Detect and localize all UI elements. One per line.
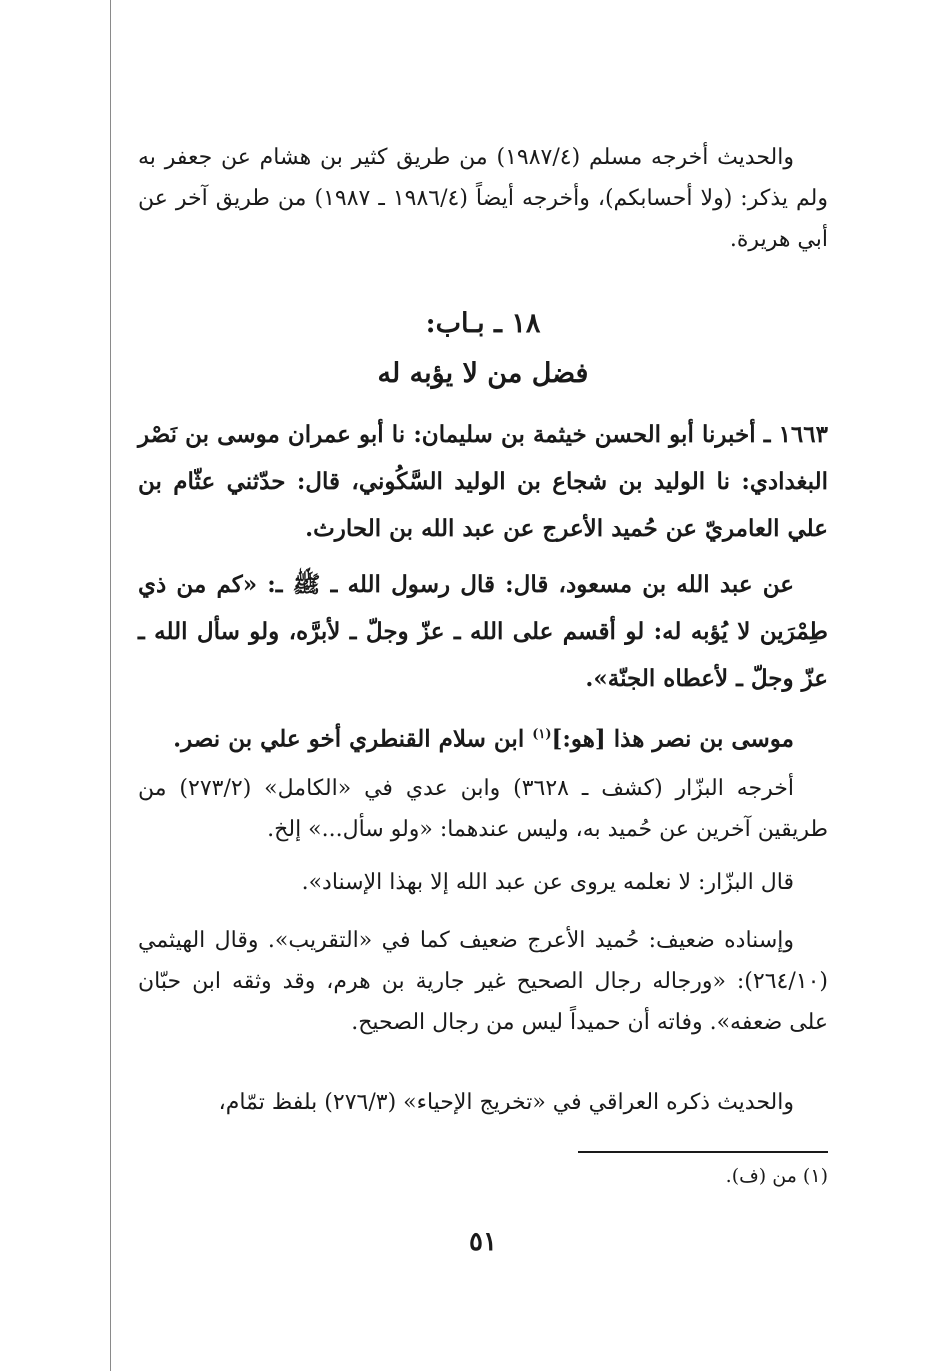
chapter-number-heading: ١٨ ـ بـاب:	[425, 308, 541, 339]
hadith-matn: عن عبد الله بن مسعود، قال: قال رسول الله ـ ﷺ ـ: «كم من ذي طِمْرَين لا يُؤبه له: لو أقسم على الله ـ عزّ وجلّ ـ لأبرَّه، ولو سأل الله ـ عزّ وجلّ ـ لأعطاه الجنّة».	[138, 571, 828, 692]
takhrij-paragraph-2: قال البزّار: لا نعلمه يروى عن عبد الله إلا بهذا الإسناد».	[301, 870, 794, 895]
intro-paragraph: والحديث أخرجه مسلم (١٩٨٧/٤) من طريق كثير بن هشام عن جعفر به ولم يذكر: (ولا أحسابكم)، وأخرجه أيضاً (١٩٨٦/٤ ـ ١٩٨٧) من طريق آخر عن أبي هريرة.	[138, 145, 828, 252]
hadith-isnad: ١٦٦٣ ـ أخبرنا أبو الحسن خيثمة بن سليمان: نا أبو عمران موسى بن نَصْر البغدادي: نا الوليد بن شجاع بن الوليد السَّكُوني، قال: حدّثني عثّام بن علي العامريّ عن حُميد الأعرج عن عبد الله بن الحارث.	[138, 421, 828, 542]
takhrij-paragraph-4: والحديث ذكره العراقي في «تخريج الإحياء» (٢٧٦/٣) بلفظ تمّام،	[218, 1090, 794, 1115]
narrator-note-text: موسى بن نصر هذا [هو:]	[551, 725, 794, 753]
takhrij-p1-block	[138, 768, 828, 850]
narrator-note-block	[138, 711, 828, 763]
takhrij-paragraph-1: أخرجه البزّار (كشف ـ ٣٦٢٨) وابن عدي في «الكامل» (٢٧٣/٢) من طريقين آخرين عن حُميد به، وليس عندهما: «ولو سأل...» إلخ.	[138, 776, 828, 842]
footnote-1: (١) من (ف).	[725, 1165, 828, 1187]
footnote-divider	[578, 1151, 828, 1153]
narrator-note	[138, 711, 828, 763]
chapter-title-heading: فضل من لا يؤبه له	[377, 358, 589, 389]
hadith-isnad-block	[138, 411, 828, 552]
narrator-note-rest: ابن سلام القنطري أخو علي بن نصر.	[173, 725, 533, 753]
page-edge-line	[110, 0, 111, 1371]
takhrij-paragraph-3: وإسناده ضعيف: حُميد الأعرج ضعيف كما في «التقريب». وقال الهيثمي (٢٦٤/١٠): «ورجاله رجال الصحيح غير جارية بن هرم، وقد وثقه ابن حبّان على ضعفه». وفاته أن حميداً ليس من رجال الصحيح.	[138, 928, 828, 1035]
page-number: ٥١	[469, 1227, 497, 1257]
takhrij-p2-block	[138, 862, 828, 903]
hadith-matn-block	[138, 561, 828, 702]
footnote-marker: (١)	[532, 727, 552, 742]
takhrij-p4-block	[138, 1082, 828, 1123]
takhrij-p3-block	[138, 920, 828, 1043]
intro-paragraph-block	[138, 137, 828, 260]
